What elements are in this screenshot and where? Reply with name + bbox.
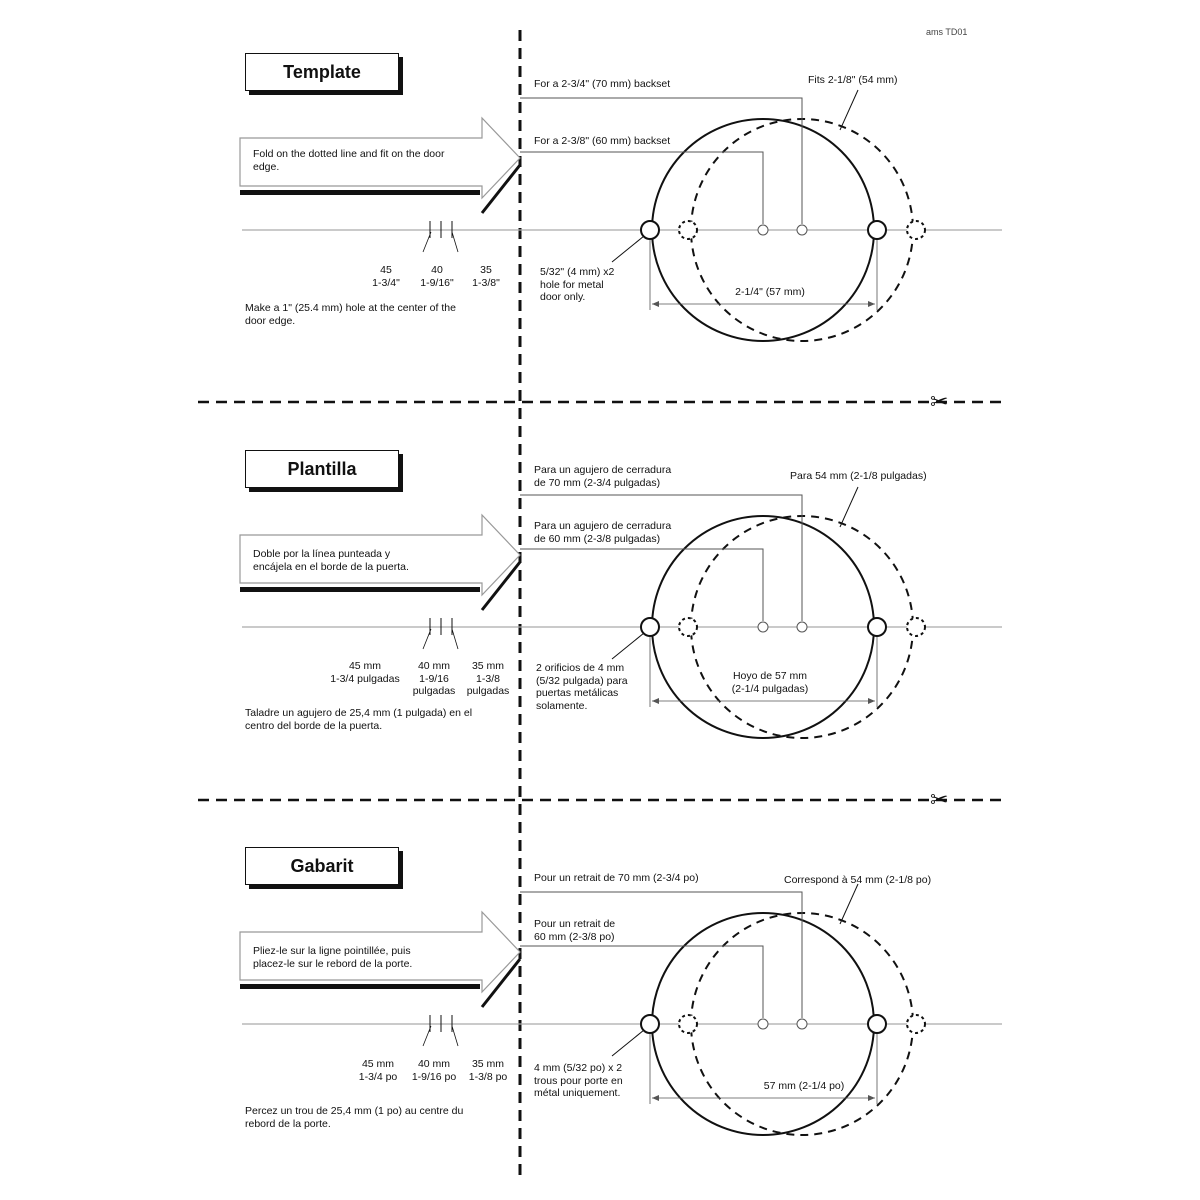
center-mark (797, 1019, 807, 1029)
center-mark (758, 622, 768, 632)
backset-60-leader (520, 946, 763, 1018)
thickness-35-label: 35 1-3/8" (472, 264, 500, 289)
backset-60-label: Para un agujero de cerradura de 60 mm (2-3/8 pulgadas) (534, 520, 672, 545)
fold-instruction: Pliez-le sur la ligne pointillée, puis placez-le sur le rebord de la porte. (253, 945, 413, 970)
backset-70-leader (520, 98, 802, 224)
backset-60-leader (520, 152, 763, 224)
center-mark (797, 225, 807, 235)
arrow-shadow (240, 587, 480, 592)
edge-hole-instruction: Percez un trou de 25,4 mm (1 po) au centre du rebord de la porte. (245, 1105, 464, 1130)
leader-line (423, 1026, 431, 1046)
screw-hole (868, 618, 886, 636)
screw-hole-dashed (907, 618, 925, 636)
hole-size-label: 57 mm (2-1/4 po) (763, 1080, 845, 1092)
backset-70-label: Pour un retrait de 70 mm (2-3/4 po) (534, 872, 699, 884)
fits-leader (840, 487, 858, 527)
thickness-45-label: 45 mm 1-3/4 pulgadas (330, 660, 400, 685)
screw-hole-dashed (679, 221, 697, 239)
leader-line (452, 1026, 458, 1046)
section-title: Template (245, 53, 399, 91)
screw-hole-dashed (679, 618, 697, 636)
metal-door-hole-label: 2 orificios de 4 mm (5/32 pulgada) para puertas metálicas solamente. (536, 662, 628, 712)
fits-label: Fits 2-1/8" (54 mm) (808, 74, 898, 86)
thickness-40-label: 40 mm 1-9/16 po (411, 1058, 457, 1083)
center-mark (758, 225, 768, 235)
fold-instruction: Doble por la línea punteada y encájela en el borde de la puerta. (253, 548, 409, 573)
metal-hole-leader (612, 236, 644, 262)
fits-label: Correspond à 54 mm (2-1/8 po) (784, 874, 932, 886)
thickness-35-label: 35 mm 1-3/8 pulgadas (466, 660, 510, 697)
center-mark (758, 1019, 768, 1029)
metal-door-hole-label: 5/32" (4 mm) x2 hole for metal door only. (540, 266, 615, 303)
thickness-45-label: 45 1-3/4" (372, 264, 400, 289)
thickness-40-label: 40 1-9/16" (420, 264, 454, 289)
edge-hole-instruction: Taladre un agujero de 25,4 mm (1 pulgada) en el centro del borde de la puerta. (245, 707, 473, 732)
backset-70-label: For a 2-3/4" (70 mm) backset (534, 78, 671, 90)
backset-60-leader (520, 549, 763, 621)
metal-hole-leader (612, 1030, 644, 1056)
screw-hole-dashed (679, 1015, 697, 1033)
document-code: ams TD01 (926, 27, 968, 37)
arrow-shadow (240, 190, 480, 195)
backset-60-label: For a 2-3/8" (60 mm) backset (534, 135, 671, 147)
backset-70-leader (520, 495, 802, 621)
edge-hole-instruction: Make a 1" (25.4 mm) hole at the center of the door edge. (245, 302, 456, 327)
scissors-icon: ✂ (930, 787, 949, 812)
screw-hole-dashed (907, 1015, 925, 1033)
thickness-40-label: 40 mm 1-9/16 pulgadas (412, 660, 456, 697)
thickness-45-label: 45 mm 1-3/4 po (358, 1058, 398, 1083)
metal-door-hole-label: 4 mm (5/32 po) x 2 trous pour porte en métal uniquement. (534, 1062, 623, 1099)
leader-line (423, 629, 431, 649)
leader-line (452, 629, 458, 649)
center-mark (797, 622, 807, 632)
fold-instruction: Fold on the dotted line and fit on the door edge. (253, 148, 445, 173)
thickness-35-label: 35 mm 1-3/8 po (468, 1058, 508, 1083)
backset-70-leader (520, 892, 802, 1018)
screw-hole (868, 1015, 886, 1033)
screw-hole-dashed (907, 221, 925, 239)
scissors-icon: ✂ (930, 389, 949, 414)
hole-size-label: Hoyo de 57 mm (2-1/4 pulgadas) (731, 670, 809, 695)
section-title: Gabarit (245, 847, 399, 885)
metal-hole-leader (612, 633, 644, 659)
backset-60-label: Pour un retrait de 60 mm (2-3/8 po) (534, 918, 616, 943)
leader-line (423, 232, 431, 252)
backset-70-label: Para un agujero de cerradura de 70 mm (2-3/4 pulgadas) (534, 464, 672, 489)
leader-line (452, 232, 458, 252)
fits-label: Para 54 mm (2-1/8 pulgadas) (790, 470, 927, 482)
fits-leader (840, 90, 858, 130)
arrow-shadow (240, 984, 480, 989)
section-title: Plantilla (245, 450, 399, 488)
hole-size-label: 2-1/4" (57 mm) (735, 286, 805, 298)
fits-leader (840, 884, 858, 924)
screw-hole (868, 221, 886, 239)
